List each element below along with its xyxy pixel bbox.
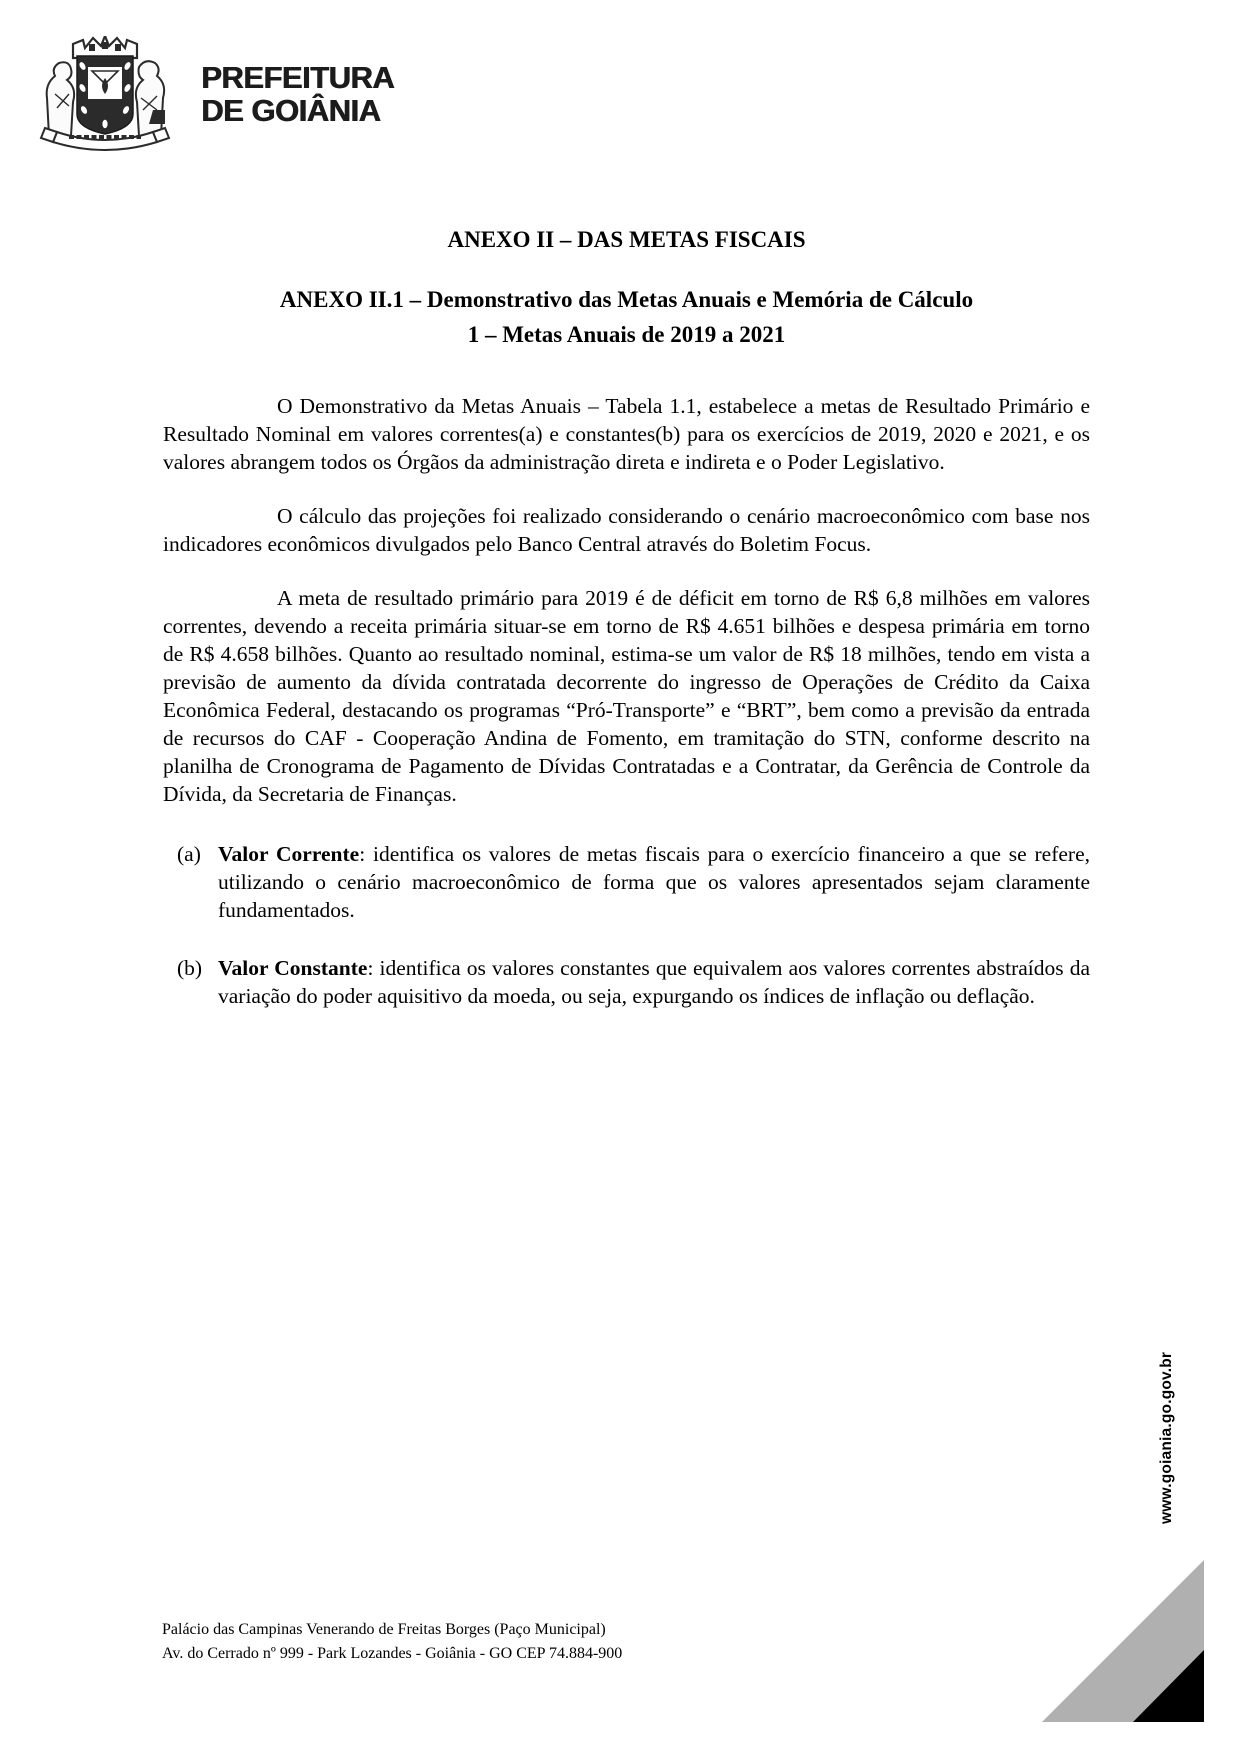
title-anexo-ii: ANEXO II – DAS METAS FISCAIS [447, 227, 806, 252]
org-name [201, 61, 394, 127]
definition-valor-corrente: : identifica os valores de metas fiscais para o exercício financeiro a que se refere, utilizando o cenário macroeconômico de forma que os valores apresentados sejam claramente fundamentados. [218, 842, 1091, 922]
footer-line1: Palácio das Campinas Venerando de Freitas Borges (Paço Municipal) [162, 1621, 606, 1638]
subtitle-anexo-ii1: ANEXO II.1 – Demonstrativo das Metas Anuais e Memória de Cálculo [279, 287, 974, 312]
coat-of-arms-icon [35, 36, 175, 151]
list-marker-b: (b) [177, 956, 203, 980]
term-valor-constante: Valor Constante [218, 956, 368, 980]
subtitle-block [163, 282, 1090, 352]
header-logo [35, 36, 394, 151]
subtitle-metas-anuais: 1 – Metas Anuais de 2019 a 2021 [467, 322, 786, 347]
footer-address [162, 1618, 622, 1665]
definitions-list [163, 840, 1090, 1010]
term-valor-corrente: Valor Corrente [218, 842, 360, 866]
list-marker-a: (a) [177, 842, 201, 866]
website-url-vertical: www.goiania.go.gov.br [1158, 1351, 1175, 1524]
org-name-line1: PREFEITURA [201, 59, 395, 95]
corner-triangles-decoration [1040, 1556, 1206, 1723]
footer-line2: Av. do Cerrado nº 999 - Park Lozandes - Goiânia - GO CEP 74.884-900 [162, 1644, 623, 1662]
list-item-valor-constante [163, 954, 1090, 1010]
paragraph-meta-resultado: A meta de resultado primário para 2019 é de déficit em torno de R$ 6,8 milhões em valores correntes, devendo a receita primária situar-se em torno de R$ 4.651 bilhões e despesa primária em torno de R$ 4.658 bilhões. Quanto ao resultado nominal, estima-se um valor de R$ 18 milhões, tendo em vista a previsão de aumento da dívida contratada decorrente do ingresso de Operações de Crédito da Caixa Econômica Federal, destacando os programas “Pró-Transporte” e “BRT”, bem como a previsão da entrada de recursos do CAF - Cooperação Andina de Fomento, em tramitação do STN, conforme descrito na planilha de Cronograma de Pagamento de Dívidas Contratadas e a Contratar, da Gerência de Controle da Dívida, da Secretaria de Finanças. [163, 586, 1090, 806]
definition-valor-constante: : identifica os valores constantes que equivalem aos valores correntes abstraídos da variação do poder aquisitivo da moeda, ou seja, expurgando os índices de inflação ou deflação. [218, 956, 1090, 1008]
paragraph-calculo-projecoes: O cálculo das projeções foi realizado considerando o cenário macroeconômico com base nos indicadores econômicos divulgados pelo Banco Central através do Boletim Focus. [163, 504, 1090, 556]
paragraph-demonstrativo: O Demonstrativo da Metas Anuais – Tabela 1.1, estabelece a metas de Resultado Primário e Resultado Nominal em valores correntes(a) e constantes(b) para os exercícios de 2019, 2020 e 2021, e os valores abrangem todos os Órgãos da administração direta e indireta e o Poder Legislativo. [163, 394, 1090, 474]
org-name-line2: DE GOIÂNIA [201, 92, 381, 128]
document-body [163, 225, 1090, 1040]
list-item-valor-corrente [163, 840, 1090, 924]
